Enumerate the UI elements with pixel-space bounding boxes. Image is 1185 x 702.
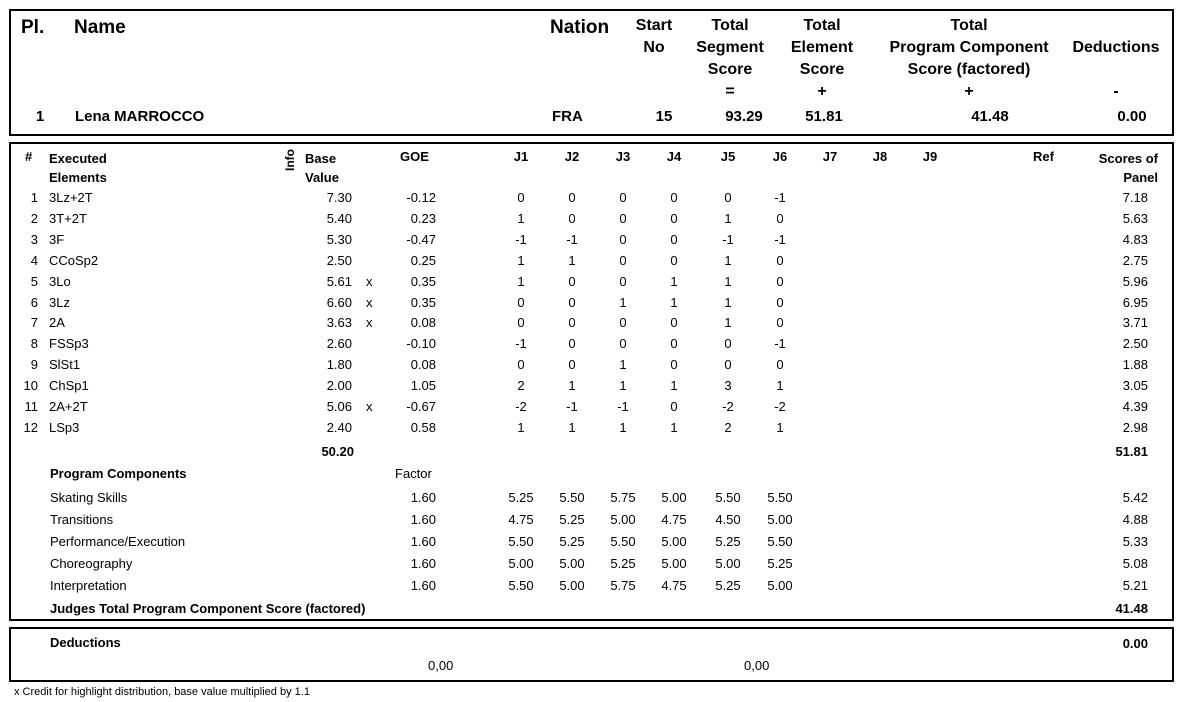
- element-panel-score: 1.88: [1122, 357, 1148, 372]
- col-name: Name: [74, 17, 126, 38]
- element-judge-score: 1: [568, 378, 576, 393]
- element-judge-score: 0: [670, 399, 678, 414]
- element-code: SlSt1: [49, 357, 81, 372]
- factor-header: Factor: [395, 466, 432, 481]
- col-nation: Nation: [550, 17, 610, 38]
- element-base-value: 3.63: [326, 315, 352, 330]
- element-number: 6: [30, 295, 38, 310]
- base-value-header: Base Value: [305, 151, 339, 185]
- element-judge-score: 0: [619, 336, 627, 351]
- element-judge-score: 0: [619, 190, 627, 205]
- element-judge-score: 0: [670, 357, 678, 372]
- element-judge-score: -2: [722, 399, 734, 414]
- component-factor: 1.60: [410, 534, 436, 549]
- element-number: 12: [23, 420, 38, 435]
- element-judge-score: -1: [774, 336, 786, 351]
- element-panel-score: 3.05: [1122, 378, 1148, 393]
- component-judge-score: 5.00: [661, 490, 687, 505]
- component-judge-score: 5.00: [559, 578, 585, 593]
- element-number: 10: [23, 378, 38, 393]
- component-name: Interpretation: [50, 578, 127, 593]
- deductions-value: 0.00: [1122, 636, 1148, 651]
- component-factor: 1.60: [410, 490, 436, 505]
- col-total-pcs: Total Program Component Score (factored) +: [889, 17, 1049, 100]
- footnote: x Credit for highlight distribution, base value multiplied by 1.1: [14, 686, 310, 698]
- element-base-value: 2.50: [326, 253, 352, 268]
- component-panel-score: 5.33: [1122, 534, 1148, 549]
- element-base-value: 2.40: [326, 420, 352, 435]
- element-judge-score: 0: [568, 274, 576, 289]
- skater-pcs: 41.48: [971, 108, 1009, 125]
- element-judge-score: -1: [617, 399, 629, 414]
- component-judge-score: 4.75: [508, 512, 534, 527]
- element-judge-score: 0: [670, 232, 678, 247]
- scores-of-panel-header: Scores of Panel: [1098, 151, 1158, 185]
- element-judge-score: 1: [517, 274, 525, 289]
- judge-header-4: J4: [666, 149, 682, 164]
- element-number: 7: [30, 315, 38, 330]
- component-judge-score: 5.50: [715, 490, 741, 505]
- component-judge-score: 5.25: [559, 512, 585, 527]
- element-number: 9: [30, 357, 38, 372]
- components-total-label: Judges Total Program Component Score (factored): [50, 601, 366, 616]
- element-judge-score: -1: [566, 399, 578, 414]
- element-judge-score: 0: [670, 315, 678, 330]
- components-total-score: 41.48: [1115, 601, 1148, 616]
- element-goe: 0.58: [410, 420, 436, 435]
- component-judge-score: 5.25: [610, 556, 636, 571]
- program-components-title: Program Components: [50, 466, 187, 481]
- element-judge-score: 0: [619, 232, 627, 247]
- element-judge-score: 0: [619, 315, 627, 330]
- element-goe: 0.25: [410, 253, 436, 268]
- element-judge-score: 1: [670, 420, 678, 435]
- element-judge-score: 0: [517, 190, 525, 205]
- element-base-value: 7.30: [326, 190, 352, 205]
- element-judge-score: 0: [568, 190, 576, 205]
- component-judge-score: 5.00: [661, 534, 687, 549]
- element-judge-score: 1: [724, 253, 732, 268]
- element-panel-score: 2.98: [1122, 420, 1148, 435]
- element-code: 2A+2T: [49, 399, 88, 414]
- component-judge-score: 5.00: [559, 556, 585, 571]
- element-judge-score: -2: [774, 399, 786, 414]
- element-judge-score: 0: [568, 357, 576, 372]
- element-judge-score: 1: [568, 420, 576, 435]
- element-judge-score: -2: [515, 399, 527, 414]
- element-judge-score: 0: [517, 357, 525, 372]
- skater-nation: FRA: [552, 108, 583, 125]
- component-judge-score: 5.50: [767, 534, 793, 549]
- element-judge-score: 0: [619, 253, 627, 268]
- component-judge-score: 5.25: [508, 490, 534, 505]
- element-goe: 0.08: [410, 315, 436, 330]
- component-panel-score: 4.88: [1122, 512, 1148, 527]
- element-judge-score: 1: [517, 420, 525, 435]
- element-code: 3T+2T: [49, 211, 87, 226]
- skater-tss: 93.29: [725, 108, 763, 125]
- component-name: Transitions: [50, 512, 114, 527]
- element-judge-score: 0: [670, 336, 678, 351]
- element-goe: 1.05: [410, 378, 436, 393]
- element-judge-score: 1: [724, 274, 732, 289]
- component-judge-score: 5.00: [767, 578, 793, 593]
- element-goe: -0.67: [406, 399, 436, 414]
- element-panel-score: 5.63: [1122, 211, 1148, 226]
- col-place: Pl.: [21, 17, 45, 38]
- element-panel-score: 4.83: [1122, 232, 1148, 247]
- element-code: 3Lo: [49, 274, 71, 289]
- element-number: 11: [24, 399, 38, 414]
- element-judge-score: 0: [568, 315, 576, 330]
- component-judge-score: 5.50: [767, 490, 793, 505]
- goe-header: GOE: [400, 149, 429, 164]
- element-number: 8: [30, 336, 38, 351]
- element-judge-score: 1: [670, 295, 678, 310]
- judge-header-8: J8: [872, 149, 888, 164]
- element-base-value: 2.00: [326, 378, 352, 393]
- element-code: FSSp3: [49, 336, 89, 351]
- element-judge-score: 0: [776, 315, 784, 330]
- element-judge-score: 0: [776, 357, 784, 372]
- elements-score-total: 51.81: [1115, 444, 1148, 459]
- component-name: Choreography: [50, 556, 133, 571]
- element-panel-score: 7.18: [1122, 190, 1148, 205]
- element-number: 4: [30, 253, 38, 268]
- element-goe: -0.10: [406, 336, 436, 351]
- info-header: Info: [283, 149, 297, 171]
- element-judge-score: 0: [568, 336, 576, 351]
- component-judge-score: 5.00: [715, 556, 741, 571]
- element-judge-score: 2: [517, 378, 525, 393]
- component-judge-score: 5.25: [559, 534, 585, 549]
- component-judge-score: 5.00: [610, 512, 636, 527]
- col-start-no: Start No: [635, 17, 673, 56]
- element-judge-score: 1: [776, 378, 784, 393]
- element-code: LSp3: [49, 420, 80, 435]
- ref-header: Ref: [1033, 149, 1054, 164]
- element-judge-score: -1: [774, 232, 786, 247]
- skater-rank: 1: [35, 108, 45, 125]
- judge-header-9: J9: [922, 149, 938, 164]
- element-panel-score: 2.75: [1122, 253, 1148, 268]
- component-panel-score: 5.42: [1122, 490, 1148, 505]
- component-judge-score: 5.00: [508, 556, 534, 571]
- component-judge-score: 5.00: [767, 512, 793, 527]
- element-panel-score: 3.71: [1122, 315, 1148, 330]
- element-judge-score: 0: [517, 295, 525, 310]
- element-bonus-mark: x: [366, 295, 373, 310]
- skater-deductions: 0.00: [1117, 108, 1147, 125]
- element-code: 3Lz+2T: [49, 190, 93, 205]
- element-judge-score: 0: [724, 190, 732, 205]
- element-base-value: 5.40: [326, 211, 352, 226]
- element-base-value: 5.30: [326, 232, 352, 247]
- deductions-box: [9, 627, 1174, 682]
- element-code: ChSp1: [49, 378, 89, 393]
- element-judge-score: 0: [619, 274, 627, 289]
- component-factor: 1.60: [410, 512, 436, 527]
- element-judge-score: 0: [724, 336, 732, 351]
- element-base-value: 5.61: [326, 274, 352, 289]
- judge-header-5: J5: [720, 149, 736, 164]
- judge-header-2: J2: [564, 149, 580, 164]
- element-code: CCoSp2: [49, 253, 99, 268]
- component-panel-score: 5.08: [1122, 556, 1148, 571]
- col-total-element-score: Total Element Score +: [790, 17, 854, 100]
- element-judge-score: 2: [724, 420, 732, 435]
- element-judge-score: 0: [517, 315, 525, 330]
- element-judge-score: 0: [619, 211, 627, 226]
- element-number: 5: [30, 274, 38, 289]
- element-judge-score: 3: [724, 378, 732, 393]
- element-panel-score: 5.96: [1122, 274, 1148, 289]
- judge-header-1: J1: [513, 149, 529, 164]
- deductions-left-value: 0,00: [428, 658, 454, 673]
- element-judge-score: -1: [566, 232, 578, 247]
- element-code: 3F: [49, 232, 65, 247]
- component-factor: 1.60: [410, 556, 436, 571]
- component-judge-score: 5.50: [559, 490, 585, 505]
- element-goe: -0.47: [406, 232, 436, 247]
- element-judge-score: 0: [568, 295, 576, 310]
- element-goe: 0.23: [410, 211, 436, 226]
- element-bonus-mark: x: [366, 399, 373, 414]
- component-name: Performance/Execution: [50, 534, 186, 549]
- component-judge-score: 5.50: [508, 578, 534, 593]
- element-judge-score: 0: [670, 190, 678, 205]
- element-judge-score: 0: [568, 211, 576, 226]
- element-judge-score: 1: [517, 253, 525, 268]
- component-judge-score: 5.25: [715, 534, 741, 549]
- element-judge-score: 0: [776, 295, 784, 310]
- element-goe: 0.08: [410, 357, 436, 372]
- element-judge-score: 1: [619, 357, 627, 372]
- skater-name: Lena MARROCCO: [75, 108, 205, 125]
- deductions-label: Deductions: [50, 635, 121, 650]
- element-judge-score: 0: [776, 253, 784, 268]
- element-number: 2: [30, 211, 38, 226]
- component-judge-score: 4.75: [661, 578, 687, 593]
- element-number: 3: [30, 232, 38, 247]
- component-judge-score: 4.75: [661, 512, 687, 527]
- element-base-value: 5.06: [326, 399, 352, 414]
- element-judge-score: 0: [776, 274, 784, 289]
- judge-header-6: J6: [772, 149, 788, 164]
- skater-tes: 51.81: [805, 108, 843, 125]
- element-panel-score: 2.50: [1122, 336, 1148, 351]
- component-judge-score: 5.50: [610, 534, 636, 549]
- component-judge-score: 4.50: [715, 512, 741, 527]
- element-judge-score: -1: [515, 336, 527, 351]
- base-value-total: 50.20: [321, 444, 354, 459]
- element-judge-score: 1: [776, 420, 784, 435]
- element-number: 1: [30, 190, 38, 205]
- skater-start-no: 15: [655, 108, 673, 125]
- element-base-value: 2.60: [326, 336, 352, 351]
- element-code: 3Lz: [49, 295, 70, 310]
- element-goe: 0.35: [410, 274, 436, 289]
- executed-elements-header: Executed Elements: [49, 151, 107, 185]
- element-judge-score: 1: [724, 315, 732, 330]
- element-judge-score: 0: [670, 211, 678, 226]
- component-factor: 1.60: [410, 578, 436, 593]
- col-total-segment-score: Total Segment Score =: [696, 17, 764, 100]
- element-judge-score: 1: [619, 420, 627, 435]
- element-bonus-mark: x: [366, 315, 373, 330]
- deductions-right-value: 0,00: [744, 658, 770, 673]
- element-judge-score: 1: [619, 295, 627, 310]
- element-judge-score: -1: [515, 232, 527, 247]
- element-judge-score: 1: [670, 378, 678, 393]
- elements-num-header: #: [25, 149, 33, 164]
- element-goe: 0.35: [410, 295, 436, 310]
- element-base-value: 6.60: [326, 295, 352, 310]
- element-judge-score: -1: [774, 190, 786, 205]
- element-panel-score: 6.95: [1122, 295, 1148, 310]
- component-panel-score: 5.21: [1122, 578, 1148, 593]
- component-judge-score: 5.50: [508, 534, 534, 549]
- element-judge-score: 0: [776, 211, 784, 226]
- component-judge-score: 5.25: [767, 556, 793, 571]
- element-bonus-mark: x: [366, 274, 373, 289]
- component-judge-score: 5.25: [715, 578, 741, 593]
- judge-header-3: J3: [615, 149, 631, 164]
- judge-header-7: J7: [822, 149, 838, 164]
- component-name: Skating Skills: [50, 490, 128, 505]
- element-judge-score: 1: [517, 211, 525, 226]
- element-judge-score: 1: [724, 295, 732, 310]
- element-judge-score: 1: [724, 211, 732, 226]
- col-deductions: Deductions -: [1072, 39, 1160, 100]
- element-code: 2A: [49, 315, 65, 330]
- element-judge-score: 1: [670, 274, 678, 289]
- element-goe: -0.12: [406, 190, 436, 205]
- element-judge-score: 1: [568, 253, 576, 268]
- element-judge-score: 1: [619, 378, 627, 393]
- element-panel-score: 4.39: [1122, 399, 1148, 414]
- component-judge-score: 5.75: [610, 578, 636, 593]
- element-base-value: 1.80: [326, 357, 352, 372]
- component-judge-score: 5.00: [661, 556, 687, 571]
- element-judge-score: 0: [724, 357, 732, 372]
- element-judge-score: 0: [670, 253, 678, 268]
- component-judge-score: 5.75: [610, 490, 636, 505]
- element-judge-score: -1: [722, 232, 734, 247]
